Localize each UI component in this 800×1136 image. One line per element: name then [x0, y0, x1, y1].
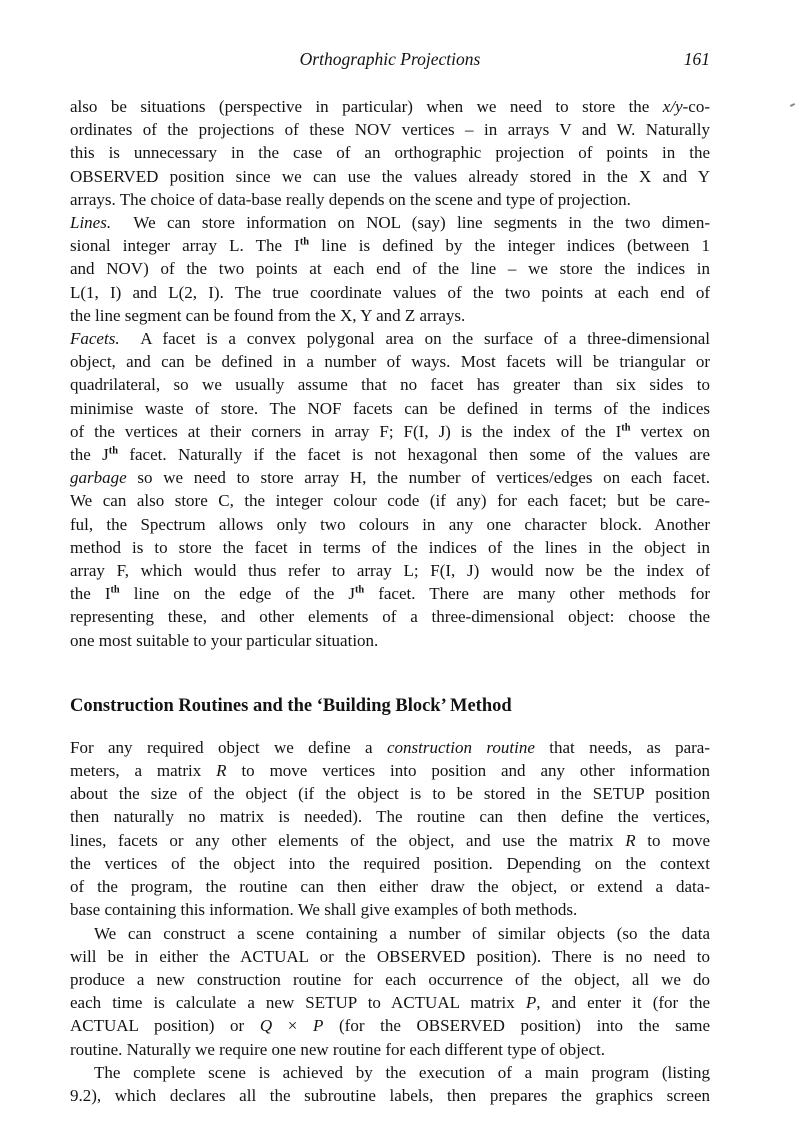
- text-run: R: [625, 830, 636, 850]
- text-line: [70, 629, 710, 652]
- text-run: vertex on: [630, 421, 710, 441]
- text-run: to move: [635, 830, 710, 850]
- text-line: [70, 397, 710, 420]
- text-line: [70, 1038, 710, 1061]
- superscript-run: th: [621, 422, 631, 434]
- section-heading: Construction Routines and the ‘Building Block’ Method: [70, 695, 512, 716]
- text-line: [70, 736, 710, 759]
- text-line: [70, 257, 710, 280]
- text-run: construction routine: [387, 737, 535, 757]
- text-run: Q: [259, 1016, 273, 1036]
- text-run: L(1, I) and L(2, I). The true coordinate values of the two points at each end of: [70, 282, 710, 302]
- text-run: Facets.: [70, 329, 120, 349]
- text-run: object, and can be defined in a number of ways. Most facets will be triangular or: [70, 352, 710, 372]
- text-line: [70, 945, 710, 968]
- text-run: method is to store the facet in terms of the indices of the lines in the object in: [70, 537, 710, 557]
- text-run: to move vertices into position and any other information: [226, 761, 710, 781]
- text-line: [70, 852, 710, 875]
- text-run: , and enter it (for the: [536, 993, 711, 1013]
- text-line: [70, 582, 710, 605]
- text-line: [70, 605, 710, 628]
- text-run: will be in either the ACTUAL or the OBSERVED position). There is no need to: [70, 946, 710, 966]
- text-run: P: [312, 1016, 324, 1036]
- text-line: [70, 1014, 710, 1037]
- text-line: [70, 420, 710, 443]
- text-line: [70, 875, 710, 898]
- paragraph: [70, 922, 710, 1061]
- text-line: [70, 759, 710, 782]
- text-run: of the program, the routine can then either draw the object, or extend a data-: [70, 877, 710, 897]
- text-line: [70, 327, 710, 350]
- text-line: [70, 118, 710, 141]
- text-run: then naturally no matrix is needed). The routine can then define the vertices,: [70, 807, 710, 827]
- superscript-run: th: [108, 445, 118, 457]
- text-line: [70, 350, 710, 373]
- text-run: ordinates of the projections of these NOV vertices – in arrays V and W. Naturally: [70, 120, 710, 140]
- text-run: garbage: [70, 468, 127, 488]
- running-head: [70, 48, 710, 70]
- text-line: [70, 234, 710, 257]
- text-run: so we need to store array H, the number of vertices/edges on each facet.: [126, 468, 710, 488]
- text-line: [70, 782, 710, 805]
- text-line: [70, 373, 710, 396]
- text-run: lines, facets or any other elements of the object, and use the matrix: [70, 830, 626, 850]
- text-run: and NOV) of the two points at each end of the line – we store the indices in: [70, 259, 710, 279]
- text-line: [70, 898, 710, 921]
- text-line: [70, 281, 710, 304]
- text-line: [70, 805, 710, 828]
- text-run: OBSERVED position since we can use the values already stored in the X and Y: [70, 166, 710, 186]
- superscript-run: th: [354, 584, 365, 596]
- page-number: 161: [683, 49, 710, 69]
- running-head-title: Orthographic Projections: [299, 49, 481, 69]
- text-run: base containing this information. We shall give examples of both methods.: [70, 900, 578, 920]
- text-run: about the size of the object (if the object is to be stored in the SETUP position: [70, 784, 710, 804]
- paragraph: [70, 736, 710, 922]
- text-run: representing these, and other elements of a three-dimensional object: choose the: [70, 607, 710, 627]
- text-run: one most suitable to your particular situation.: [70, 630, 379, 650]
- text-block: [70, 48, 710, 1107]
- text-run: 9.2), which declares all the subroutine labels, then prepares the graphics screen: [70, 1085, 710, 1105]
- text-run: A facet is a convex polygonal area on the surface of a three-dimensional: [119, 329, 710, 349]
- text-line: [70, 829, 710, 852]
- text-line: [70, 165, 710, 188]
- text-run: array F, which would thus refer to array L; F(I, J) would now be the index of: [70, 561, 710, 581]
- text-run: also be situations (perspective in particular) when we need to store the: [70, 97, 663, 116]
- text-run: Lines.: [70, 213, 112, 233]
- text-run: the vertices of the object into the required position. Depending on the context: [70, 853, 710, 873]
- text-line: [70, 922, 710, 945]
- text-run: ACTUAL position) or: [70, 1016, 260, 1036]
- text-line: [70, 513, 710, 536]
- text-run: ×: [272, 1016, 313, 1036]
- text-run: We can construct a scene containing a number of similar objects (so the data: [94, 923, 710, 943]
- text-run: meters, a matrix: [70, 761, 217, 781]
- text-line: [70, 968, 710, 991]
- text-run: (for the OBSERVED position) into the same: [323, 1016, 711, 1036]
- text-run: We can also store C, the integer colour code (if any) for each facet; but be care-: [70, 491, 710, 511]
- text-run: that needs, as para-: [534, 737, 711, 757]
- text-run: R: [216, 761, 227, 781]
- text-run: sional integer array L. The I: [70, 236, 300, 256]
- text-line: [70, 443, 710, 466]
- text-run: line on the edge of the J: [119, 584, 355, 604]
- text-run: routine. Naturally we require one new routine for each different type of object.: [70, 1039, 605, 1059]
- text-line: [70, 489, 710, 512]
- text-run: the I: [70, 584, 111, 604]
- text-line: [70, 991, 710, 1014]
- text-run: P: [525, 993, 537, 1013]
- text-line: [70, 1061, 710, 1084]
- paragraph: [70, 211, 710, 327]
- scan-speck: [790, 103, 795, 107]
- text-line: [70, 559, 710, 582]
- superscript-run: th: [299, 236, 310, 248]
- text-run: each time is calculate a new SETUP to ACTUAL matrix: [70, 993, 526, 1013]
- text-line: [70, 466, 710, 489]
- text-run: We can store information on NOL (say) line segments in the two dimen-: [111, 213, 710, 233]
- text-run: -co-: [682, 97, 710, 116]
- text-run: this is unnecessary in the case of an orthographic projection of points in the: [70, 143, 710, 163]
- text-line: [70, 536, 710, 559]
- text-run: arrays. The choice of data-base really depends on the scene and type of projection.: [70, 189, 631, 209]
- text-run: minimise waste of store. The NOF facets can be defined in terms of the indices: [70, 398, 710, 418]
- text-run: x/y: [662, 97, 683, 116]
- text-line: [70, 95, 710, 118]
- text-run: of the vertices at their corners in array F; F(I, J) is the index of the I: [70, 421, 622, 441]
- paragraph: [70, 1061, 710, 1107]
- text-line: [70, 188, 710, 211]
- text-run: The complete scene is achieved by the execution of a main program (listing: [94, 1062, 710, 1082]
- text-line: [70, 1084, 710, 1107]
- text-run: For any required object we define a: [70, 737, 387, 757]
- text-run: facet. There are many other methods for: [364, 584, 710, 604]
- text-run: ful, the Spectrum allows only two colours in any one character block. Another: [70, 514, 710, 534]
- text-run: produce a new construction routine for each occurrence of the object, all we do: [70, 969, 710, 989]
- text-line: [70, 304, 710, 327]
- text-line: [70, 141, 710, 164]
- text-run: line is defined by the integer indices (between 1: [309, 236, 710, 256]
- paragraph: [70, 327, 710, 652]
- paragraph: [70, 95, 710, 211]
- text-line: [70, 211, 710, 234]
- text-run: the J: [70, 445, 109, 465]
- page-body: [70, 95, 710, 1107]
- superscript-run: th: [110, 584, 120, 596]
- text-run: the line segment can be found from the X, Y and Z arrays.: [70, 305, 466, 325]
- text-run: facet. Naturally if the facet is not hexagonal then some of the values are: [117, 445, 711, 465]
- text-run: quadrilateral, so we usually assume that no facet has greater than six sides to: [70, 375, 710, 395]
